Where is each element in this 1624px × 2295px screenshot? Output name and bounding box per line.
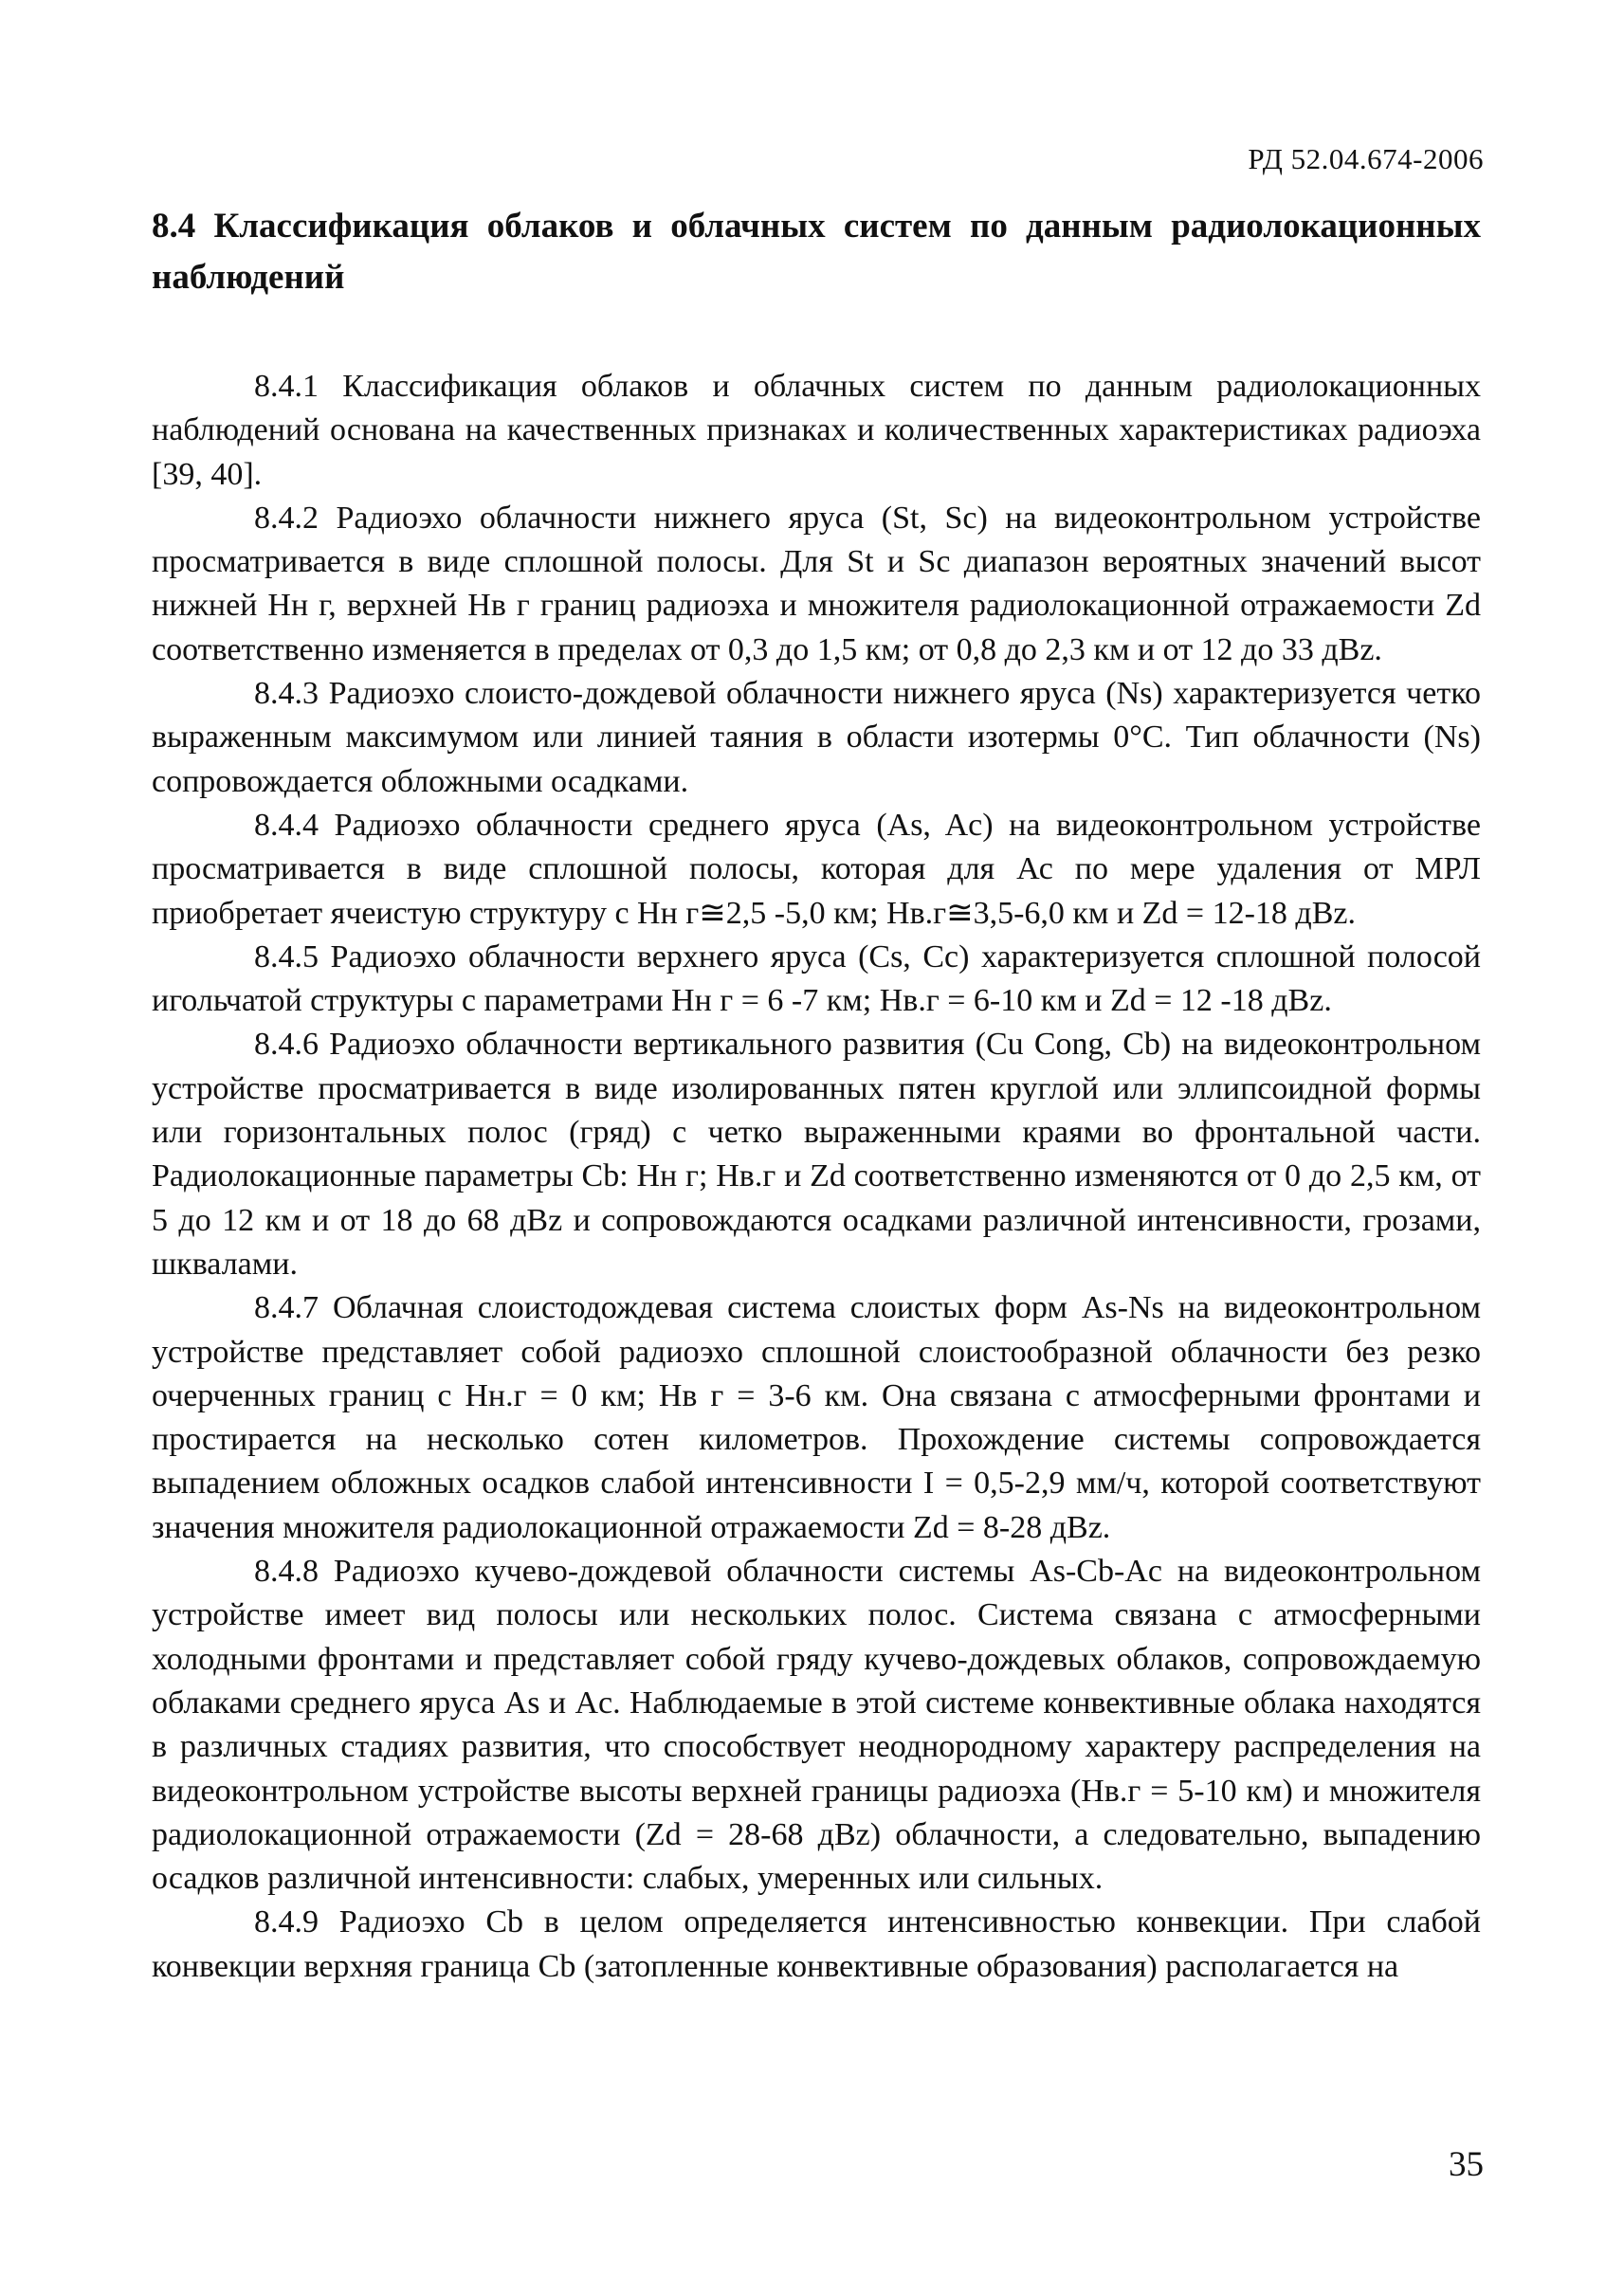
paragraph-8-4-3: 8.4.3 Радиоэхо слоисто-дождевой облачности нижнего яруса (Ns) характеризуется четко выраженным максимумом или линией таяния в области изотермы 0°С. Тип облачности (Ns) сопровождается обложными осадками. [152, 676, 1481, 799]
page-content [152, 201, 1481, 1989]
paragraph-8-4-5: 8.4.5 Радиоэхо облачности верхнего яруса (Cs, Cc) характеризуется сплошной полосой игольчатой структуры с параметрами Hн г = 6 -7 км; Hв.г = 6-10 км и Zd = 12 -18 дBz. [152, 938, 1481, 1019]
document-code: РД 52.04.674-2006 [1248, 142, 1484, 175]
paragraph-8-4-7: 8.4.7 Облачная слоистодождевая система слоистых форм As-Ns на видеоконтрольном устройстве представляет собой радиоэхо сплошной слоистообразной облачности без резко очерченных границ с Hн.г = 0 км; Hв г = 3-6 км. Она связана с атмосферными фронтами и простирается на несколько сотен километров. Прохождение системы сопровождается выпадением обложных осадков слабой интенсивности I = 0,5-2,9 мм/ч, которой соответствуют значения множителя радиолокационной отражаемости Zd = 8-28 дBz. [152, 1290, 1481, 1545]
paragraph-8-4-8: 8.4.8 Радиоэхо кучево-дождевой облачности системы As-Cb-Ac на видеоконтрольном устройстве имеет вид полосы или нескольких полос. Система связана с атмосферными холодными фронтами и представляет собой гряду кучево-дождевых облаков, сопровождаемую облаками среднего яруса As и Ac. Наблюдаемые в этой системе конвективные облака находятся в различных стадиях развития, что способствует неоднородному характеру распределения на видеоконтрольном устройстве высоты верхней границы радиоэха (Hв.г = 5-10 км) и множителя радиолокационной отражаемости (Zd = 28-68 дBz) облачности, а следовательно, выпадению осадков различной интенсивности: слабых, умеренных или сильных. [152, 1554, 1481, 1897]
paragraph-8-4-4: 8.4.4 Радиоэхо облачности среднего яруса (As, Ac) на видеоконтрольном устройстве просматривается в виде сплошной полосы, которая для Ас по мере удаления от МРЛ приобретает ячеистую структуру с Hн г≅2,5 -5,0 км; Hв.г≅3,5-6,0 км и Zd = 12-18 дBz. [152, 807, 1481, 931]
paragraph-8-4-9: 8.4.9 Радиоэхо Cb в целом определяется интенсивностью конвекции. При слабой конвекции верхняя граница Cb (затопленные конвективные образования) располагается на [152, 1904, 1481, 1984]
paragraph-8-4-2: 8.4.2 Радиоэхо облачности нижнего яруса (St, Sc) на видеоконтрольном устройстве просматривается в виде сплошной полосы. Для St и Sc диапазон вероятных значений высот нижней Hн г, верхней Hв г границ радиоэха и множителя радиолокационной отражаемости Zd соответственно изменяется в пределах от 0,3 до 1,5 км; от 0,8 до 2,3 км и от 12 до 33 дBz. [152, 500, 1481, 667]
page-number: 35 [1449, 2145, 1484, 2184]
paragraph-8-4-6: 8.4.6 Радиоэхо облачности вертикального развития (Cu Cong, Cb) на видеоконтрольном устройстве просматривается в виде изолированных пятен круглой или эллипсоидной формы или горизонтальных полос (гряд) с четко выраженными краями во фронтальной части. Радиолокационные параметры Cb: Hн г; Hв.г и Zd соответственно изменяются от 0 до 2,5 км, от 5 до 12 км и от 18 до 68 дBz и сопровождаются осадками различной интенсивности, грозами, шквалами. [152, 1027, 1481, 1282]
paragraph-8-4-1: 8.4.1 Классификация облаков и облачных систем по данным радиолокационных наблюдений основана на качественных признаках и количественных характеристиках радиоэха [39, 40]. [152, 369, 1481, 492]
section-title: 8.4 Классификация облаков и облачных систем по данным радиолокационных наблюдений [152, 207, 1481, 297]
